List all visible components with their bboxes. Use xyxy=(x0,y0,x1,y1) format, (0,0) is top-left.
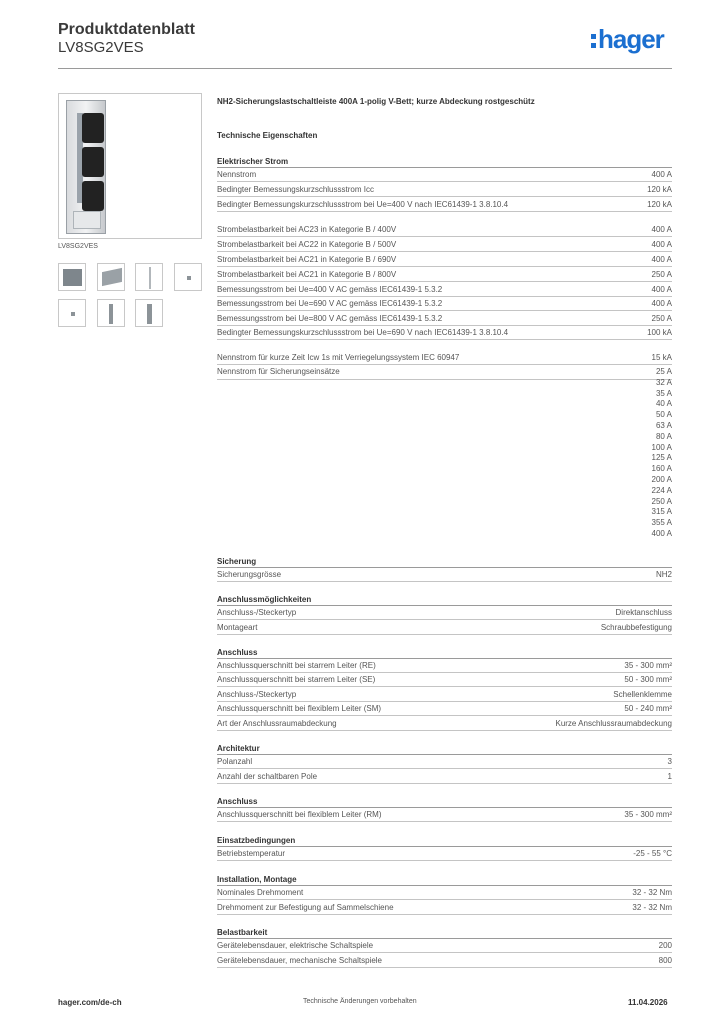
row-label: Nennstrom xyxy=(217,170,257,179)
row-label: Nominales Drehmoment xyxy=(217,888,304,897)
row-value: 32 - 32 Nm xyxy=(632,888,672,897)
row-label: Bemessungsstrom bei Ue=800 V AC gemäss IEC61439-1 5.3.2 xyxy=(217,314,443,323)
row-label: Anschlussquerschnitt bei starrem Leiter (RE) xyxy=(217,661,376,670)
header-divider xyxy=(58,68,672,69)
table-row xyxy=(217,810,672,822)
row-label: Nennstrom für kurze Zeit Icw 1s mit Verriegelungssystem IEC 60947 xyxy=(217,353,460,362)
row-value: 35 - 300 mm² xyxy=(624,810,672,819)
hager-logo xyxy=(591,26,664,52)
fuse-carrier-3 xyxy=(82,181,104,211)
row-label: Strombelastbarkeit bei AC23 in Kategorie B / 400V xyxy=(217,225,397,234)
thumbnail-2[interactable] xyxy=(97,263,125,291)
fuse-strip-body xyxy=(66,100,106,234)
section-title-sicherung: Sicherung xyxy=(217,557,672,568)
table-row xyxy=(217,570,672,582)
row-label: Bedingter Bemessungskurzschlussstrom bei Ue=690 V nach IEC61439-1 3.8.10.4 xyxy=(217,328,509,337)
row-label: Betriebstemperatur xyxy=(217,849,286,858)
row-value: 120 kA xyxy=(647,200,672,209)
row-value: Schellenklemme xyxy=(613,690,672,699)
thumbnail-6[interactable] xyxy=(97,299,125,327)
table-row xyxy=(217,661,672,673)
fuse-carrier-1 xyxy=(82,113,104,143)
row-label: Sicherungsgrösse xyxy=(217,570,282,579)
table-row xyxy=(217,299,672,311)
row-value: 400 A xyxy=(651,240,672,249)
table-row xyxy=(217,849,672,861)
thumbnail-5[interactable] xyxy=(58,299,86,327)
table-row xyxy=(217,170,672,182)
row-label: Bedingter Bemessungskurzschlussstrom Icc xyxy=(217,185,374,194)
row-value: 32 - 32 Nm xyxy=(632,903,672,912)
row-value: 200 xyxy=(658,941,672,950)
row-value: 15 kA xyxy=(651,353,672,362)
table-row xyxy=(217,941,672,953)
row-label: Bedingter Bemessungskurzschlussstrom bei Ue=400 V nach IEC61439-1 3.8.10.4 xyxy=(217,200,509,209)
table-row xyxy=(217,200,672,212)
row-value: 100 kA xyxy=(647,328,672,337)
table-row xyxy=(217,719,672,731)
table-row xyxy=(217,888,672,900)
section-title-belastbarkeit: Belastbarkeit xyxy=(217,928,672,939)
table-row xyxy=(217,225,672,237)
row-value: -25 - 55 °C xyxy=(633,849,672,858)
table-row xyxy=(217,757,672,769)
row-value: Kurze Anschlussraumabdeckung xyxy=(555,719,672,728)
table-row xyxy=(217,623,672,635)
row-value: 250 A xyxy=(651,314,672,323)
row-value: 35 - 300 mm² xyxy=(624,661,672,670)
row-value: Schraubbefestigung xyxy=(600,623,672,632)
page-title: Produktdatenblatt xyxy=(58,21,195,38)
table-row xyxy=(217,704,672,716)
product-code: LV8SG2VES xyxy=(58,39,144,56)
table-row xyxy=(217,675,672,687)
logo-text: hager xyxy=(598,24,664,54)
section-title-anschluss-2: Anschluss xyxy=(217,797,672,808)
section-title-anschlussmoeglichkeiten: Anschlussmöglichkeiten xyxy=(217,595,672,606)
table-row xyxy=(217,255,672,267)
row-value: 800 xyxy=(658,956,672,965)
table-row xyxy=(217,270,672,282)
row-value: 400 A xyxy=(651,299,672,308)
logo-colon-icon xyxy=(591,32,596,50)
row-value: 120 kA xyxy=(647,185,672,194)
row-value: 250 A xyxy=(651,270,672,279)
section-title-anschluss: Anschluss xyxy=(217,648,672,659)
row-label: Strombelastbarkeit bei AC21 in Kategorie B / 690V xyxy=(217,255,397,264)
row-value: 50 - 240 mm² xyxy=(624,704,672,713)
section-title-installation: Installation, Montage xyxy=(217,875,672,886)
row-value: 400 A xyxy=(651,170,672,179)
table-row xyxy=(217,956,672,968)
row-value: 3 xyxy=(667,757,672,766)
footer-notice: Technische Änderungen vorbehalten xyxy=(303,998,417,1005)
table-row xyxy=(217,285,672,297)
row-label: Nennstrom für Sicherungseinsätze xyxy=(217,367,340,376)
row-label: Gerätelebensdauer, elektrische Schaltspiele xyxy=(217,941,374,950)
thumbnail-1[interactable] xyxy=(58,263,86,291)
section-title-architektur: Architektur xyxy=(217,744,672,755)
row-label: Anschluss-/Steckertyp xyxy=(217,608,297,617)
table-row xyxy=(217,328,672,340)
row-label: Art der Anschlussraumabdeckung xyxy=(217,719,337,728)
row-value: 400 A xyxy=(651,285,672,294)
product-image xyxy=(58,93,202,239)
row-label: Anschluss-/Steckertyp xyxy=(217,690,297,699)
row-value: NH2 xyxy=(655,570,672,579)
table-row xyxy=(217,690,672,702)
table-row xyxy=(217,903,672,915)
row-value: 25 A 32 A 35 A 40 A 50 A 63 A 80 A 100 A 125 A 160 A 200 A 224 A 250 A 315 A 355 A 400 A xyxy=(651,367,672,538)
row-label: Strombelastbarkeit bei AC22 in Kategorie B / 500V xyxy=(217,240,397,249)
row-value: 400 A xyxy=(651,225,672,234)
row-value: Direktanschluss xyxy=(615,608,672,617)
table-row xyxy=(217,608,672,620)
thumbnail-3[interactable] xyxy=(135,263,163,291)
thumbnail-7[interactable] xyxy=(135,299,163,327)
table-row xyxy=(217,353,672,365)
row-label: Anschlussquerschnitt bei flexiblem Leiter (SM) xyxy=(217,704,382,713)
row-label: Anzahl der schaltbaren Pole xyxy=(217,772,318,781)
row-label: Anschlussquerschnitt bei starrem Leiter (SE) xyxy=(217,675,376,684)
row-label: Bemessungsstrom bei Ue=400 V AC gemäss IEC61439-1 5.3.2 xyxy=(217,285,443,294)
row-value: 400 A xyxy=(651,255,672,264)
row-value: 50 - 300 mm² xyxy=(624,675,672,684)
fuse-carrier-2 xyxy=(82,147,104,177)
table-row xyxy=(217,314,672,326)
thumbnail-4[interactable] xyxy=(174,263,202,291)
footer-website-link[interactable]: hager.com/de-ch xyxy=(58,998,122,1007)
section-title-einsatzbedingungen: Einsatzbedingungen xyxy=(217,836,672,847)
product-image-caption: LV8SG2VES xyxy=(58,243,98,250)
row-label: Strombelastbarkeit bei AC21 in Kategorie B / 800V xyxy=(217,270,397,279)
row-label: Gerätelebensdauer, mechanische Schaltspiele xyxy=(217,956,382,965)
footer-date: 11.04.2026 xyxy=(628,998,668,1007)
row-label: Anschlussquerschnitt bei flexiblem Leiter (RM) xyxy=(217,810,382,819)
row-label: Drehmoment zur Befestigung auf Sammelschiene xyxy=(217,903,394,912)
product-description: NH2-Sicherungslastschaltleiste 400A 1-polig V-Bett; kurze Abdeckung rostgeschütz xyxy=(217,97,535,106)
technical-properties-heading: Technische Eigenschaften xyxy=(217,131,318,140)
row-label: Montageart xyxy=(217,623,258,632)
table-row xyxy=(217,240,672,252)
table-row xyxy=(217,185,672,197)
row-value: 1 xyxy=(667,772,672,781)
table-row xyxy=(217,367,672,538)
section-title-elektrischer-strom: Elektrischer Strom xyxy=(217,157,672,168)
row-label: Polanzahl xyxy=(217,757,253,766)
row-label: Bemessungsstrom bei Ue=690 V AC gemäss IEC61439-1 5.3.2 xyxy=(217,299,443,308)
terminal-cover xyxy=(73,211,101,229)
table-row xyxy=(217,772,672,784)
